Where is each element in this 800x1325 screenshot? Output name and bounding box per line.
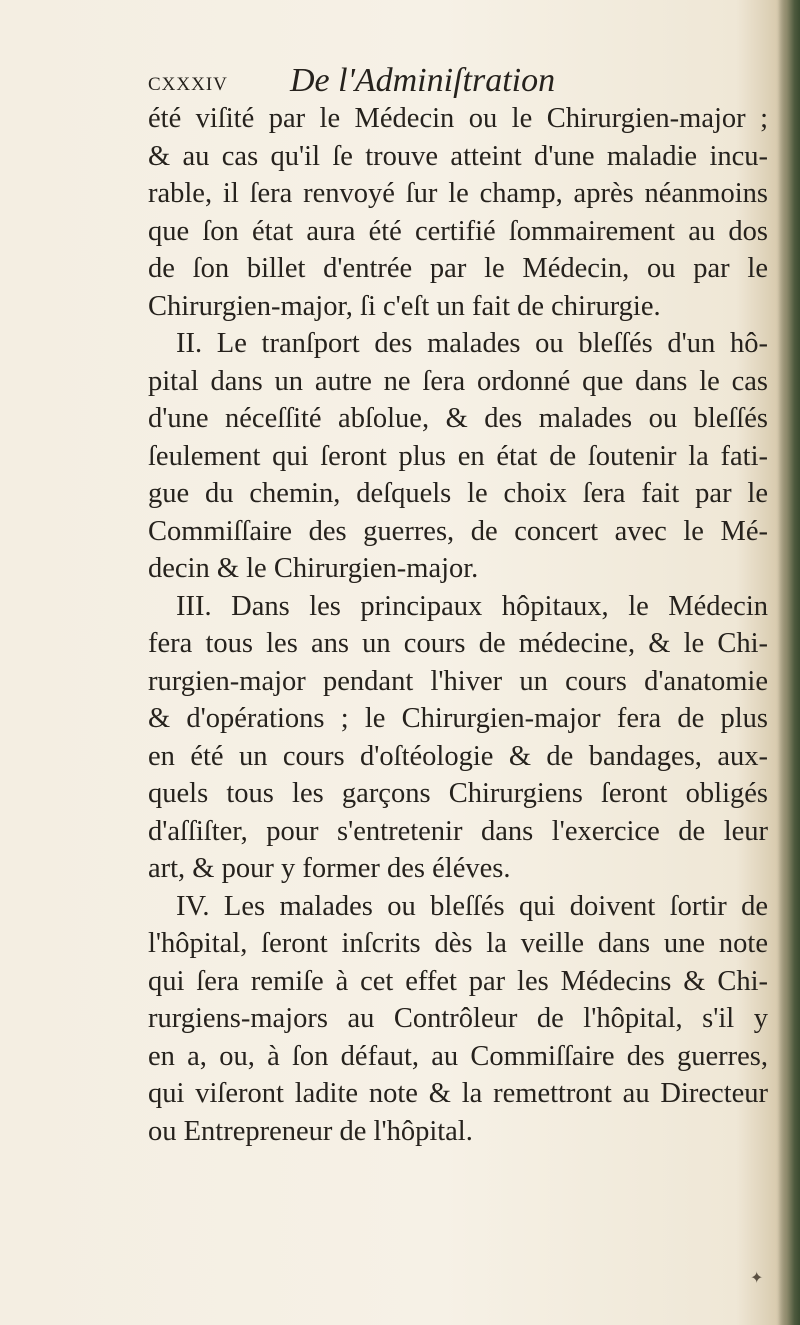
- text-line: qui ſera remiſe à cet effet par les Médecins & Chi-: [148, 965, 768, 997]
- text-line: ſeulement qui ſeront plus en état de ſoutenir la fati-: [148, 440, 768, 472]
- page-number: cxxxiv: [148, 66, 228, 96]
- text-line: rurgien-major pendant l'hiver un cours d'anatomie: [148, 665, 768, 697]
- text-line: decin & le Chirurgien-major.: [148, 553, 479, 584]
- text-line: d'une néceſſité abſolue, & des malades ou bleſſés: [148, 403, 768, 434]
- text-line: fera tous les ans un cours de médecine, & le Chi-: [148, 628, 768, 659]
- text-line: de ſon billet d'entrée par le Médecin, ou par le: [148, 253, 768, 284]
- printer-mark-icon: ✦: [750, 1270, 764, 1287]
- text-line: en été un cours d'oſtéologie & de bandages, aux-: [148, 740, 768, 772]
- text-line: qui viſeront ladite note & la remettront au Directeur: [148, 1078, 768, 1109]
- running-title: De l'Adminiſtration: [290, 62, 556, 99]
- article-iii-start: III. Dans les principaux hôpitaux, le Médecin: [176, 590, 768, 622]
- text-line: que ſon état aura été certifié ſommairement au dos: [148, 215, 768, 247]
- page-edge: [778, 0, 800, 1325]
- text-line: pital dans un autre ne ſera ordonné que dans le cas: [148, 365, 768, 397]
- text-line: rable, il ſera renvoyé ſur le champ, après néanmoins: [148, 178, 768, 209]
- page-header: [148, 62, 708, 102]
- text-line: & d'opérations ; le Chirurgien-major fera de plus: [148, 703, 768, 734]
- text-line: rurgiens-majors au Contrôleur de l'hôpital, s'il y: [148, 1003, 768, 1034]
- text-line: & au cas qu'il ſe trouve atteint d'une maladie incu-: [148, 140, 768, 172]
- text-line: d'aſſiſter, pour s'entretenir dans l'exercice de leur: [148, 815, 768, 847]
- text-line: gue du chemin, deſquels le choix ſera fait par le: [148, 478, 768, 509]
- text-line: art, & pour y former des éléves.: [148, 853, 511, 884]
- body-text: [148, 100, 768, 1150]
- text-line: ou Entrepreneur de l'hôpital.: [148, 1115, 473, 1147]
- article-iv-start: IV. Les malades ou bleſſés qui doivent ſortir de: [176, 890, 768, 922]
- text-line: l'hôpital, ſeront inſcrits dès la veille dans une note: [148, 928, 768, 959]
- text-line: Commiſſaire des guerres, de concert avec le Mé-: [148, 515, 768, 547]
- text-line: Chirurgien-major, ſi c'eſt un fait de chirurgie.: [148, 290, 661, 322]
- text-line: été viſité par le Médecin ou le Chirurgien-major ;: [148, 103, 768, 134]
- text-line: en a, ou, à ſon défaut, au Commiſſaire des guerres,: [148, 1040, 768, 1072]
- article-ii-start: II. Le tranſport des malades ou bleſſés d'un hô-: [176, 328, 768, 359]
- text-line: quels tous les garçons Chirurgiens ſeront obligés: [148, 778, 768, 809]
